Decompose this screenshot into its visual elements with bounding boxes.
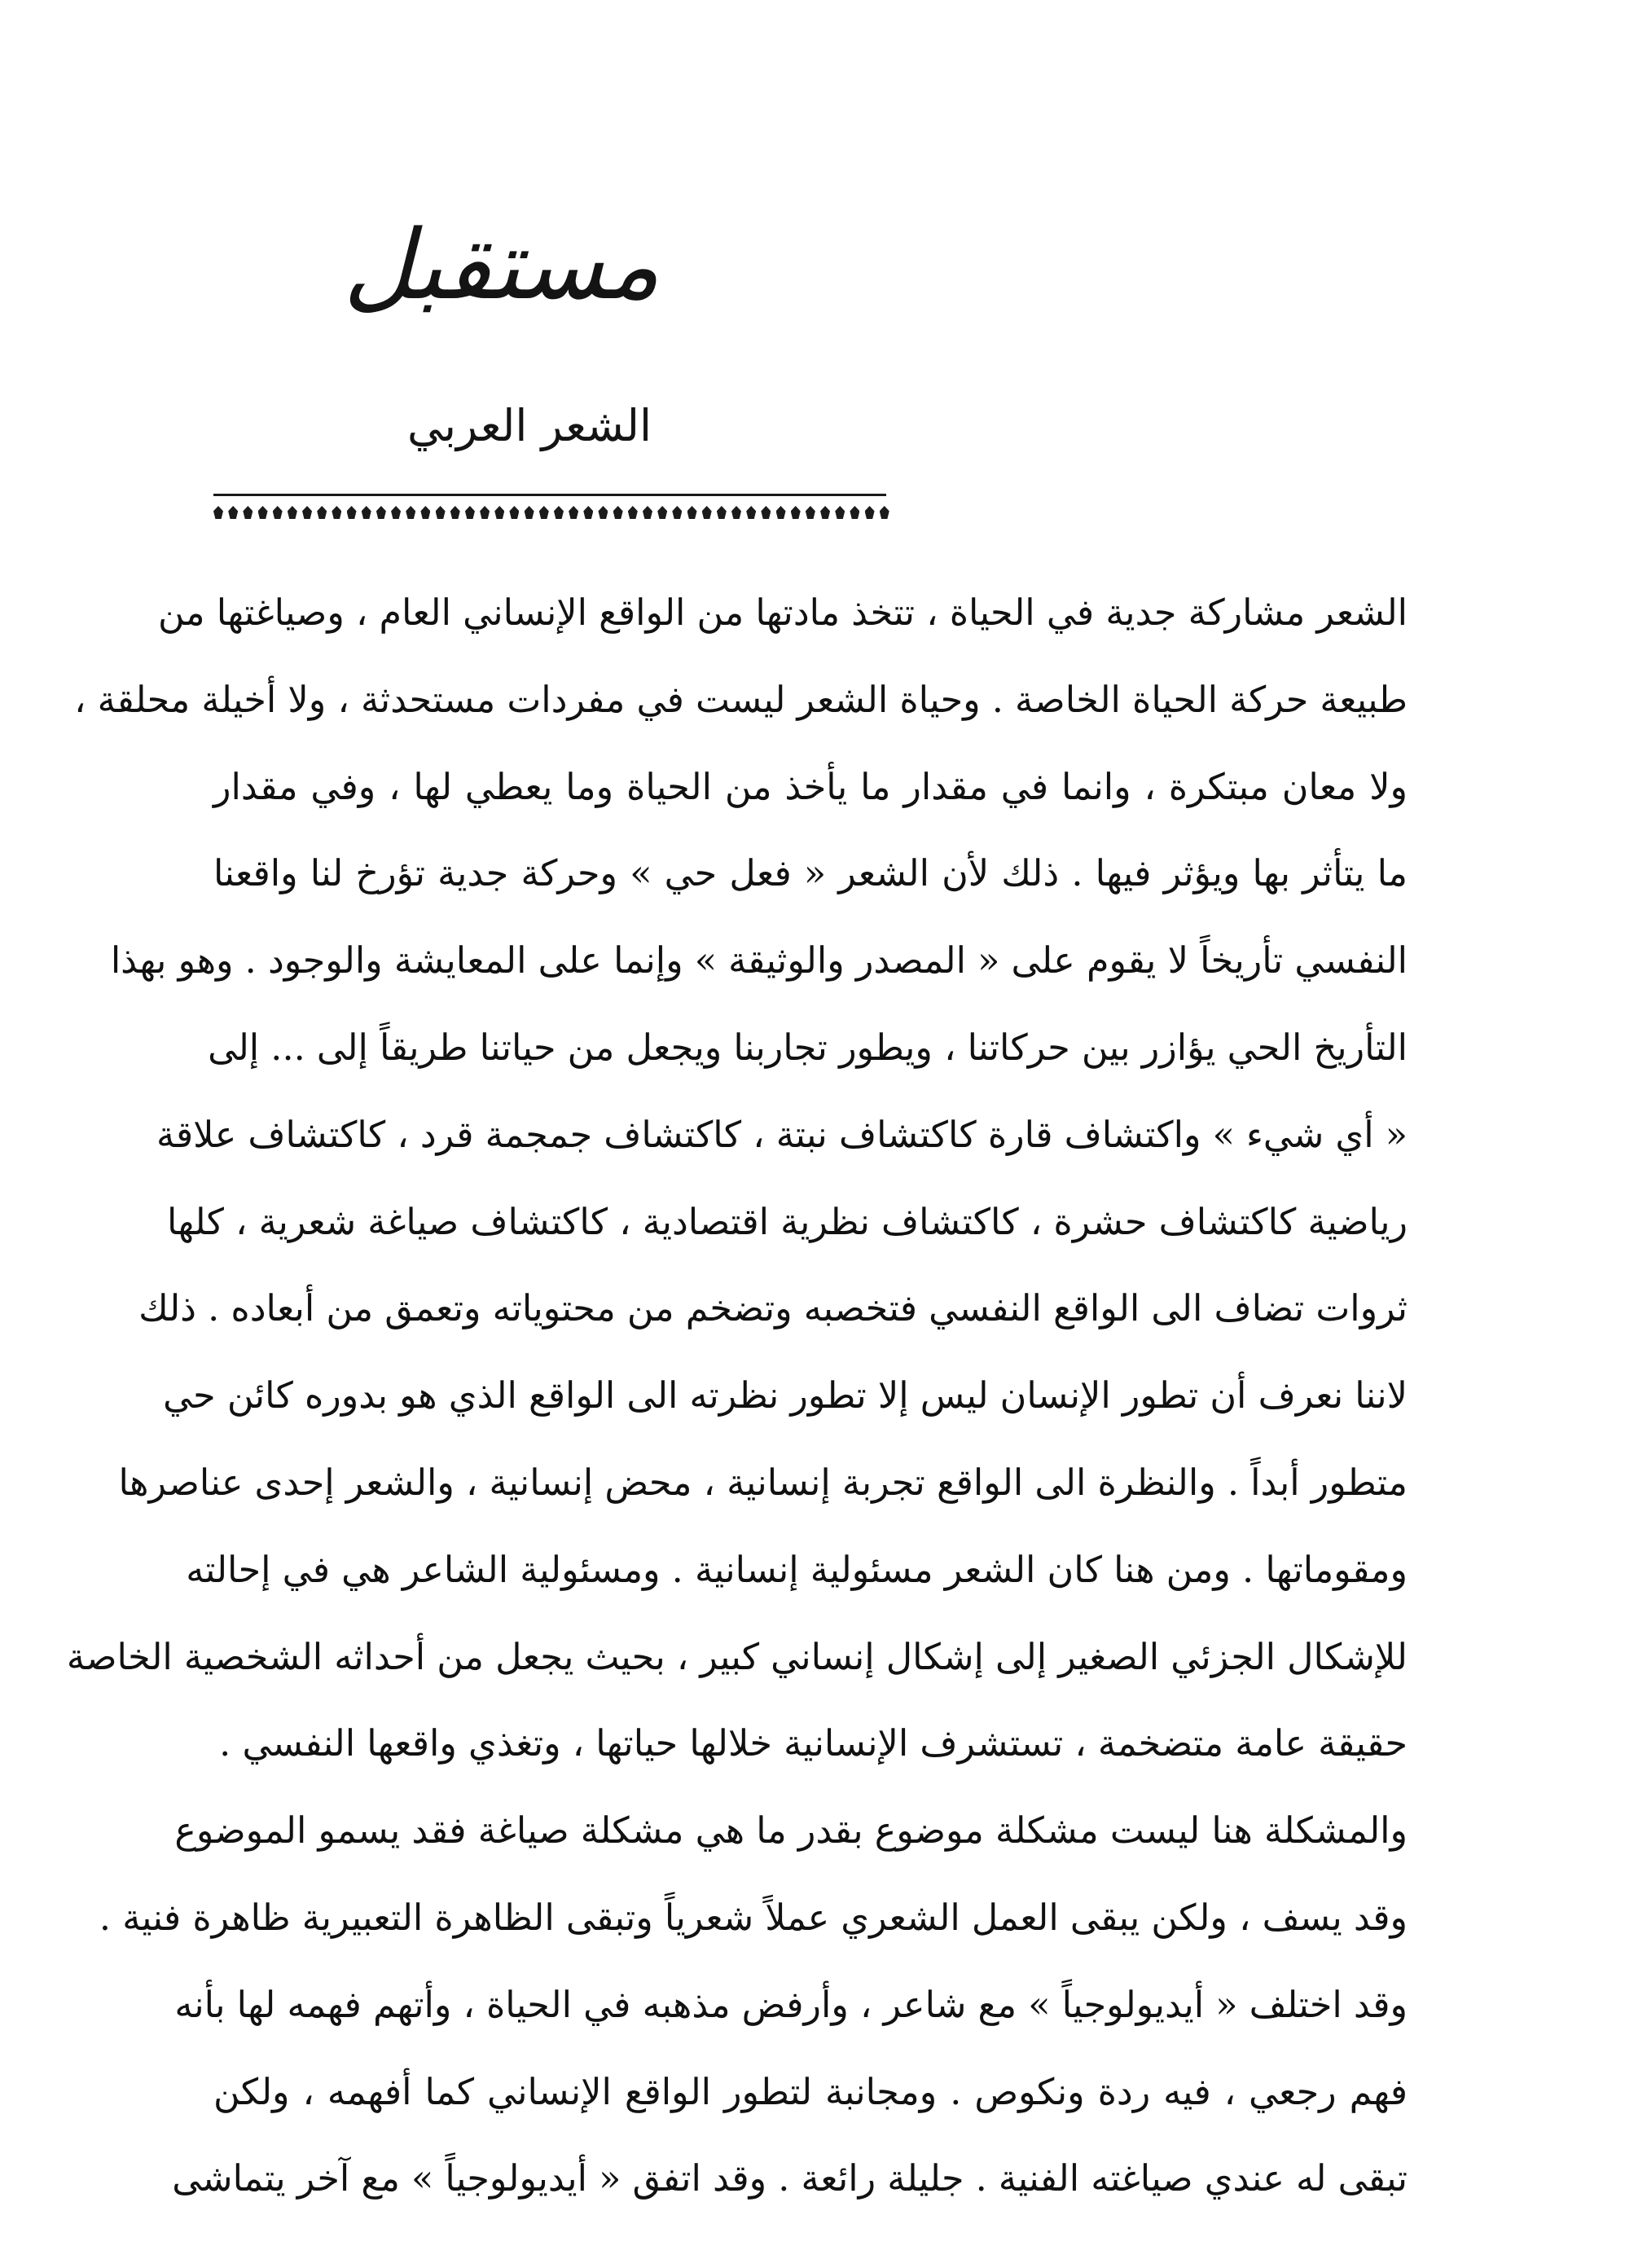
ornament-mark: [880, 506, 889, 519]
ornament-mark: [494, 506, 504, 519]
ornament-mark: [731, 506, 741, 519]
text-line: فهم رجعي ، فيه ردة ونكوص . ومجانبة لتطور الواقع الإنساني كما أفهمه ، ولكن: [213, 2071, 1408, 2113]
text-line: وقد اختلف « أيديولوجياً » مع شاعر ، وأرفض مذهبه في الحياة ، وأتهم فهمه لها بأنه: [174, 1984, 1408, 2026]
ornament-mark: [420, 506, 430, 519]
ornament-mark: [288, 506, 297, 519]
ornament-mark: [628, 506, 638, 519]
ornament-mark: [761, 506, 771, 519]
ornament-mark: [376, 506, 386, 519]
ornament-mark: [273, 506, 283, 519]
ornamental-border: [213, 502, 889, 523]
text-line: ما يتأثر بها ويؤثر فيها . ذلك لأن الشعر « فعل حي » وحركة جدية تؤرخ لنا واقعنا: [213, 853, 1408, 895]
text-line: طبيعة حركة الحياة الخاصة . وحياة الشعر ليست في مفردات مستحدثة ، ولا أخيلة محلقة ،: [74, 679, 1408, 721]
ornament-mark: [362, 506, 371, 519]
ornament-mark: [776, 506, 786, 519]
ornament-mark: [213, 506, 223, 519]
ornament-mark: [554, 506, 564, 519]
text-line: « أي شيء » واكتشاف قارة كاكتشاف نبتة ، كاكتشاف جمجمة قرد ، كاكتشاف علاقة: [156, 1114, 1408, 1156]
ornament-mark: [583, 506, 593, 519]
ornament-mark: [850, 506, 859, 519]
ornament-mark: [509, 506, 519, 519]
ornament-mark: [332, 506, 341, 519]
text-line: النفسي تأريخاً لا يقوم على « المصدر والوثيقة » وإنما على المعايشة والوجود . وهو بهذا: [110, 940, 1408, 982]
text-line: التأريخ الحي يؤازر بين حركاتنا ، ويطور تجاربنا ويجعل من حياتنا طريقاً إلى ... إلى: [208, 1026, 1408, 1069]
text-line: حقيقة عامة متضخمة ، تستشرف الإنسانية خلالها حياتها ، وتغذي واقعها النفسي .: [219, 1723, 1408, 1765]
ornament-mark: [643, 506, 652, 519]
ornament-mark: [687, 506, 697, 519]
ornament-mark: [525, 506, 534, 519]
ornament-mark: [228, 506, 238, 519]
article-body: [66, 570, 1408, 2223]
ornament-mark: [613, 506, 623, 519]
ornament-mark: [258, 506, 268, 519]
ornament-mark: [835, 506, 845, 519]
text-line: ومقوماتها . ومن هنا كان الشعر مسئولية إنسانية . ومسئولية الشاعر هي في إحالته: [186, 1549, 1408, 1591]
page-title: مستقبل: [343, 209, 660, 321]
ornament-mark: [717, 506, 727, 519]
text-line: ولا معان مبتكرة ، وانما في مقدار ما يأخذ من الحياة وما يعطي لها ، وفي مقدار: [213, 766, 1408, 808]
ornament-mark: [657, 506, 667, 519]
ornament-mark: [672, 506, 682, 519]
ornament-mark: [569, 506, 578, 519]
ornament-mark: [539, 506, 549, 519]
page-subtitle: الشعر العربي: [407, 400, 652, 451]
ornament-mark: [302, 506, 312, 519]
ornament-mark: [436, 506, 446, 519]
text-line: متطور أبداً . والنظرة الى الواقع تجربة إنسانية ، محض إنسانية ، والشعر إحدى عناصرها: [118, 1461, 1408, 1504]
ornament-mark: [791, 506, 801, 519]
ornament-mark: [243, 506, 253, 519]
text-line: للإشكال الجزئي الصغير إلى إشكال إنساني كبير ، بحيث يجعل من أحداثه الشخصية الخاصة: [66, 1636, 1408, 1678]
ornament-mark: [820, 506, 830, 519]
ornament-mark: [347, 506, 357, 519]
ornament-mark: [746, 506, 756, 519]
ornament-mark: [465, 506, 475, 519]
text-line: والمشكلة هنا ليست مشكلة موضوع بقدر ما هي مشكلة صياغة فقد يسمو الموضوع: [174, 1810, 1408, 1853]
title-divider-rule: [213, 494, 886, 496]
text-line: ثروات تضاف الى الواقع النفسي فتخصبه وتضخم من محتوياته وتعمق من أبعاده . ذلك: [138, 1288, 1408, 1330]
ornament-mark: [317, 506, 327, 519]
text-line: الشعر مشاركة جدية في الحياة ، تتخذ مادتها من الواقع الإنساني العام ، وصياغتها من: [157, 592, 1408, 634]
text-line: رياضية كاكتشاف حشرة ، كاكتشاف نظرية اقتصادية ، كاكتشاف صياغة شعرية ، كلها: [166, 1201, 1408, 1243]
ornament-mark: [598, 506, 608, 519]
text-line: لاننا نعرف أن تطور الإنسان ليس إلا تطور نظرته الى الواقع الذي هو بدوره كائن حي: [163, 1375, 1408, 1418]
ornament-mark: [806, 506, 815, 519]
ornament-mark: [480, 506, 490, 519]
ornament-mark: [406, 506, 415, 519]
ornament-mark: [702, 506, 712, 519]
ornament-mark: [391, 506, 401, 519]
ornament-mark: [450, 506, 460, 519]
text-line: وقد يسف ، ولكن يبقى العمل الشعري عملاً شعرياً وتبقى الظاهرة التعبيرية ظاهرة فنية .: [99, 1897, 1408, 1939]
text-line: تبقى له عندي صياغته الفنية . جليلة رائعة . وقد اتفق « أيديولوجياً » مع آخر يتماشى: [172, 2158, 1408, 2200]
ornament-mark: [865, 506, 875, 519]
